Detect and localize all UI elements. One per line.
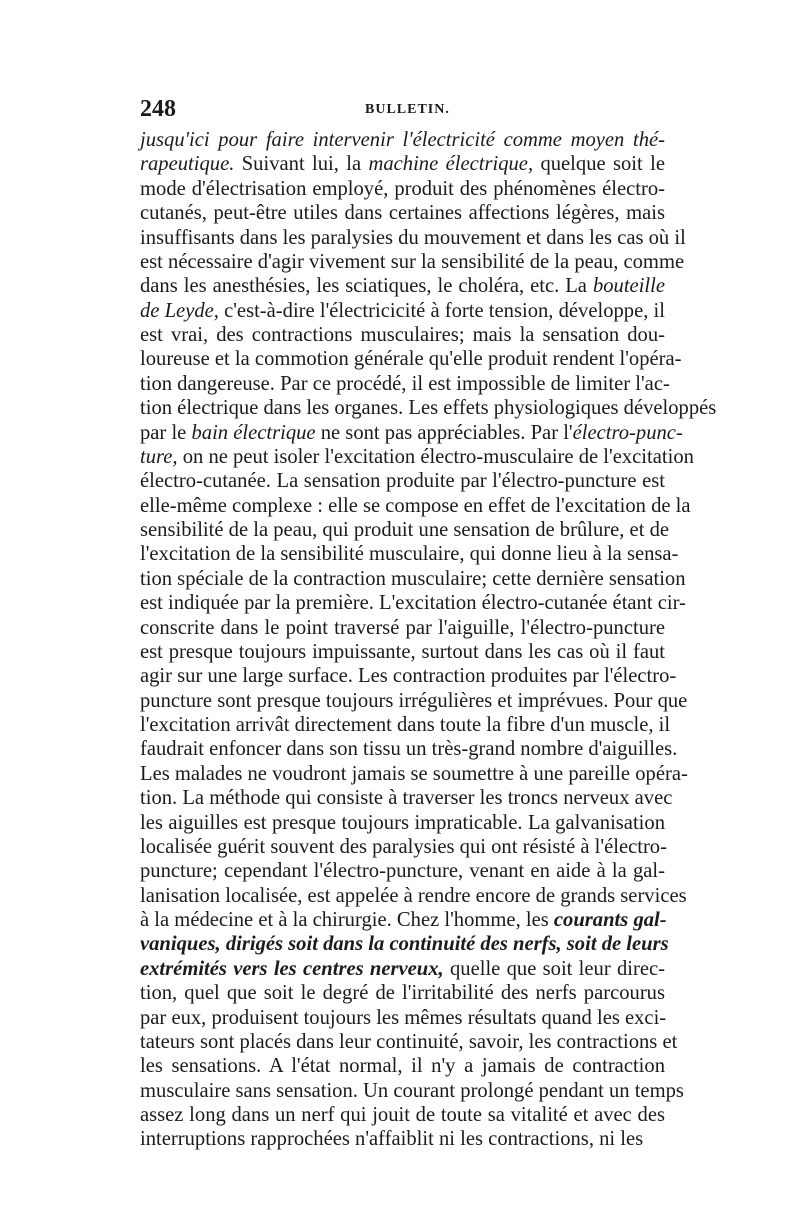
text-line [140,859,665,883]
text-line [140,640,665,664]
text-line [140,274,665,298]
text-line [140,299,665,323]
text-line [140,421,683,445]
page-number: 248 [140,96,176,122]
text-run: assez long dans un nerf qui jouit de toute sa vitalité et avec des [140,1104,665,1126]
text-line [140,591,686,615]
text-run: tion électrique dans les organes. Les effets physiologiques développés [140,397,717,420]
text-run: électro-cutanée. La sensation produite par l'électro-puncture est [140,470,665,493]
text-line [140,664,677,688]
text-line [140,908,665,932]
text-line [140,177,665,201]
text-line [140,567,686,591]
emphasis-run: vaniques, dirigés soit dans la continuité des nerfs, soit de leurs [140,933,669,956]
text-run: faudrait enfoncer dans son tissu un très-grand nombre d'aiguilles. [140,738,678,761]
text-line [140,957,665,981]
text-line [140,1103,665,1127]
text-run: on ne peut isoler l'excitation électro-musculaire de l'excitation [177,445,694,468]
text-run: insuffisants dans les paralysies du mouvement et dans les cas où il [140,226,686,249]
emphasis-run: jusqu'ici pour faire intervenir l'électricité comme moyen thé- [140,129,665,151]
emphasis-run: électro-punc- [572,421,683,444]
text-run: tion, quel que soit le degré de l'irritabilité des nerfs parcourus [140,982,665,1005]
text-line [140,347,682,371]
text-run: est nécessaire d'agir vivement sur la sensibilité de la peau, comme [140,250,685,273]
text-line [140,981,665,1005]
text-run: les aiguilles est presque toujours impraticable. La galvanisation [140,811,665,834]
text-line [140,445,694,469]
text-run: par le [140,421,192,444]
text-run: Les malades ne voudront jamais se soumettre à une pareille opéra- [140,762,688,785]
text-run: cutanés, peut-être utiles dans certaines affections légères, mais [140,202,665,225]
text-run: localisée guérit souvent des paralysies qui ont résisté à l'électro- [140,835,667,858]
emphasis-run: courants gal- [553,909,667,931]
text-run: interruptions rapprochées n'affaiblit ni les contractions, ni les [140,1128,644,1151]
text-run: c'est-à-dire l'électricicité à forte tension, développe, il [218,299,665,322]
emphasis-run: rapeutique. [140,153,235,176]
text-line [140,542,679,566]
emphasis-run: ture, [140,445,178,468]
text-run: agir sur une large surface. Les contraction produites par l'électro- [140,665,677,688]
emphasis-run: de Leyde, [140,299,219,322]
text-run: ne sont pas appréciables. Par l' [315,421,573,444]
text-run: conscrite dans le point traversé par l'aiguille, l'électro-puncture [140,616,665,639]
text-line [140,372,670,396]
text-line [140,128,665,152]
text-run: dans les anesthésies, les sciatiques, le choléra, etc. La [140,275,593,298]
text-line [140,932,669,956]
text-line [140,762,688,786]
text-line [140,689,688,713]
text-run: puncture; cependant l'électro-puncture, venant en aide à la gal- [140,860,665,883]
text-run: tion. La méthode qui consiste à traverser les troncs nerveux avec [140,787,673,810]
text-run: Suivant lui, la [234,153,369,176]
text-line [140,616,665,640]
emphasis-run: machine électrique, [368,153,534,176]
text-line [140,811,665,835]
text-line [140,152,665,176]
text-line [140,396,717,420]
body-text [140,128,717,1152]
text-line [140,518,670,542]
text-line [140,1030,678,1054]
running-head: BULLETIN. [365,102,450,117]
text-run: les sensations. A l'état normal, il n'y a jamais de contraction [140,1055,665,1078]
text-line [140,786,673,810]
text-run: est presque toujours impuissante, surtout dans les cas où il faut [140,640,665,663]
text-run: tion spéciale de la contraction musculaire; cette dernière sensation [140,567,686,590]
page-header [140,96,665,126]
text-run: musculaire sans sensation. Un courant prolongé pendant un temps [140,1079,684,1102]
text-run: puncture sont presque toujours irrégulières et imprévues. Pour que [140,689,688,712]
emphasis-run: bouteille [592,275,665,298]
emphasis-run: extrémités vers les centres nerveux, [140,957,444,980]
text-run: à la médecine et à la chirurgie. Chez l'homme, les [140,909,554,931]
text-run: mode d'électrisation employé, produit des phénomènes électro- [140,177,665,200]
emphasis-run: bain électrique [191,421,316,444]
text-line [140,1127,665,1151]
text-run: elle-même complexe : elle se compose en effet de l'excitation de la [140,494,691,517]
text-line [140,884,687,908]
text-run: tateurs sont placés dans leur continuité, savoir, les contractions et [140,1030,678,1053]
text-line [140,201,665,225]
text-run: loureuse et la commotion générale qu'elle produit rendent l'opéra- [140,348,682,371]
text-line [140,469,665,493]
text-line [140,1006,665,1030]
text-line [140,1054,665,1078]
text-run: quelque soit le [533,153,665,176]
text-line [140,323,665,347]
text-run: est vrai, des contractions musculaires; mais la sensation dou- [140,324,665,346]
text-line [140,835,665,859]
text-line [140,1079,684,1103]
text-line [140,713,671,737]
text-run: sensibilité de la peau, qui produit une sensation de brûlure, et de [140,519,670,541]
text-run: est indiquée par la première. L'excitation électro-cutanée étant cir- [140,592,686,615]
text-run: quelle que soit leur direc- [443,957,665,980]
text-run: tion dangereuse. Par ce procédé, il est impossible de limiter l'ac- [140,372,670,395]
text-line [140,494,691,518]
text-run: par eux, produisent toujours les mêmes résultats quand les exci- [140,1006,667,1029]
text-run: l'excitation arrivât directement dans toute la fibre d'un muscle, il [140,714,671,736]
text-line [140,226,686,250]
text-run: lanisation localisée, est appelée à rendre encore de grands services [140,884,687,907]
text-line [140,737,678,761]
text-line [140,250,685,274]
text-run: l'excitation de la sensibilité musculaire, qui donne lieu à la sensa- [140,543,679,566]
